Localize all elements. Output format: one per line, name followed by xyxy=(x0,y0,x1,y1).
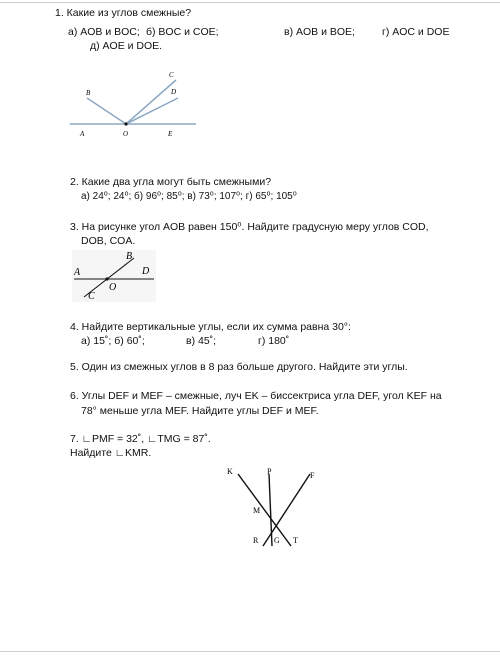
q3-point-o xyxy=(105,277,108,280)
q7-label-g: G xyxy=(274,536,280,545)
q3-label-o: O xyxy=(109,282,117,293)
q1-option-b: б) BOC и COE; xyxy=(146,26,219,38)
q1-option-a: а) AOB и BOC; xyxy=(68,26,140,38)
top-border xyxy=(0,2,500,3)
q4-option-ab: а) 15˚; б) 60˚; xyxy=(81,335,145,347)
q7-label-f: F xyxy=(310,471,315,480)
q1-label-a: A xyxy=(80,130,85,138)
q3-label-d: D xyxy=(142,266,150,277)
q2-options: а) 24⁰; 24⁰; б) 96⁰; 85⁰; в) 73⁰; 107⁰; г) 65⁰; 105⁰ xyxy=(81,191,297,202)
q1-label-d: D xyxy=(171,88,177,96)
q3-line2: DOB, COA. xyxy=(81,235,136,247)
q2-title: 2. Какие два угла могут быть смежными? xyxy=(70,176,272,188)
q4-title: 4. Найдите вертикальные углы, если их сумма равна 30°: xyxy=(70,321,351,333)
q1-ray-ob xyxy=(87,98,126,124)
q4-option-d: г) 180˚ xyxy=(258,335,290,347)
q1-option-c: в) AOB и BOE; xyxy=(284,26,355,38)
q1-point-o xyxy=(124,122,127,125)
q1-label-c: C xyxy=(169,71,174,79)
q7-line-kt xyxy=(238,474,291,546)
q1-label-o: O xyxy=(123,130,129,138)
bottom-border xyxy=(0,651,500,652)
q3-label-c: C xyxy=(88,291,95,302)
q7-label-r: R xyxy=(253,536,259,545)
q3-line1: 3. На рисунке угол AOB равен 150⁰. Найдите градусную меру углов COD, xyxy=(70,221,429,233)
q5-title: 5. Один из смежных углов в 8 раз больше другого. Найдите эти углы. xyxy=(70,361,408,373)
q1-title: 1. Какие из углов смежные? xyxy=(55,7,192,19)
q3-label-a: A xyxy=(74,267,81,278)
q1-option-d: г) AOC и DOE xyxy=(382,26,450,38)
q7-figure xyxy=(226,466,326,550)
q7-line2: Найдите ∟KMR. xyxy=(70,447,152,459)
q1-label-b: B xyxy=(86,89,91,97)
q1-figure xyxy=(70,65,200,140)
q3-label-b: B xyxy=(126,251,133,262)
q3-figure xyxy=(72,250,156,302)
q6-line1: 6. Углы DEF и MEF – смежные, луч EK – биссектриса угла DEF, угол KEF на xyxy=(70,390,442,402)
q1-label-e: E xyxy=(168,130,173,138)
q7-line1: 7. ∟PMF = 32˚, ∟TMG = 87˚. xyxy=(70,433,211,445)
q7-label-m: M xyxy=(253,506,261,515)
q1-option-e: д) AOE и DOE. xyxy=(90,40,163,52)
q7-label-p: P xyxy=(267,467,272,476)
q4-option-c: в) 45˚; xyxy=(186,335,217,347)
q7-label-k: K xyxy=(227,467,233,476)
q6-line2: 78° меньше угла MEF. Найдите углы DEF и MEF. xyxy=(81,405,319,417)
q7-label-t: T xyxy=(293,536,298,545)
